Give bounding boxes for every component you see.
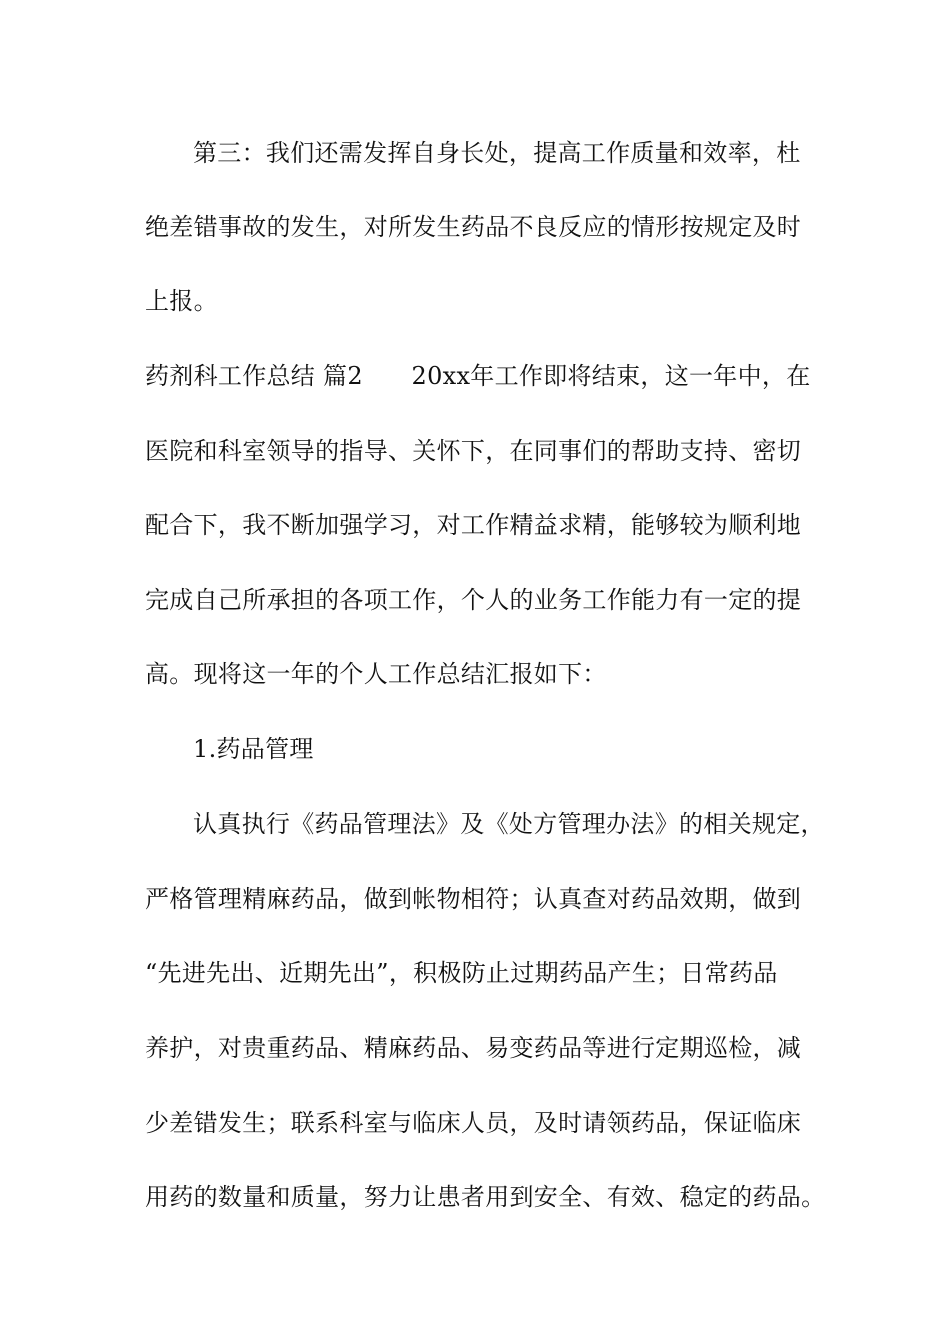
paragraph-line: 认真执行《药品管理法》及《处方管理办法》的相关规定， [193, 810, 825, 838]
subheading: 1.药品管理 [193, 735, 314, 763]
paragraph-line: 配合下，我不断加强学习，对工作精益求精，能够较为顺利地 [145, 511, 802, 539]
paragraph-line: 上报。 [145, 287, 218, 315]
paragraph-line: 严格管理精麻药品，做到帐物相符；认真查对药品效期，做到 [145, 885, 802, 913]
paragraph-line: 医院和科室领导的指导、关怀下，在同事们的帮助支持、密切 [145, 437, 802, 465]
paragraph-line: 少差错发生；联系科室与临床人员，及时请领药品，保证临床 [145, 1109, 802, 1137]
paragraph-line: 完成自己所承担的各项工作，个人的业务工作能力有一定的提 [145, 586, 802, 614]
paragraph-line: 高。现将这一年的个人工作总结汇报如下： [145, 660, 607, 688]
paragraph-line: 用药的数量和质量，努力让患者用到安全、有效、稳定的药品。 [145, 1183, 826, 1211]
section-heading-line: 药剂科工作总结 篇2 20xx年工作即将结束，这一年中，在 [145, 362, 811, 390]
paragraph-line: 养护，对贵重药品、精麻药品、易变药品等进行定期巡检，减 [145, 1034, 802, 1062]
paragraph-line: 第三：我们还需发挥自身长处，提高工作质量和效率，杜 [193, 139, 801, 167]
paragraph-line: 绝差错事故的发生，对所发生药品不良反应的情形按规定及时 [145, 213, 802, 241]
paragraph-line: “先进先出、近期先出”，积极防止过期药品产生；日常药品 [145, 959, 778, 987]
